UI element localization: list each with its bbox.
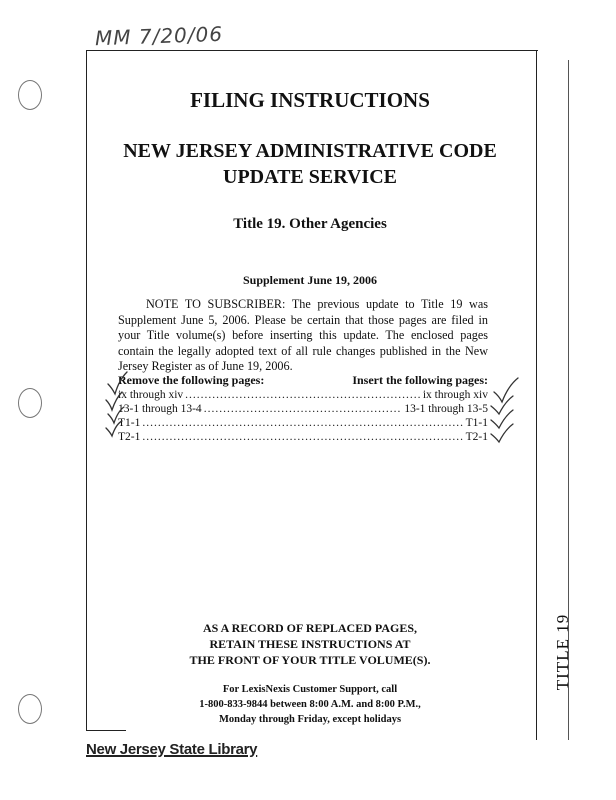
remove-pages-cell: T2-1 <box>118 431 141 443</box>
insert-pages-cell: ix through xiv <box>422 389 488 401</box>
punch-hole-middle <box>18 388 42 418</box>
punch-hole-bottom <box>18 694 42 724</box>
title-tab-label: TITLE 19 <box>553 613 572 691</box>
handwritten-initials-date: MM 7/20/06 <box>94 21 224 51</box>
table-row <box>118 430 488 444</box>
record-instructions <box>150 620 470 668</box>
dot-leader <box>142 430 463 444</box>
support-line-2: 1-800-833-9844 between 8:00 A.M. and 8:00 P.M., <box>199 699 421 710</box>
remove-pages-header: Remove the following pages: <box>118 373 265 387</box>
check-mark-icon <box>494 378 518 402</box>
record-line-1: AS A RECORD OF REPLACED PAGES, <box>202 621 418 635</box>
insert-pages-cell: T2-1 <box>465 431 488 443</box>
support-line-3: Monday through Friday, except holidays <box>218 714 402 725</box>
record-line-3: THE FRONT OF YOUR TITLE VOLUME(S). <box>189 653 431 667</box>
subtitle-line-1: NEW JERSEY ADMINISTRATIVE CODE <box>123 140 497 162</box>
document-subtitle <box>90 138 530 190</box>
check-mark-icon <box>491 424 513 442</box>
table-row <box>118 402 488 416</box>
table-row <box>118 416 488 430</box>
note-to-subscriber: NOTE TO SUBSCRIBER: The previous update to Title 19 was Supplement June 5, 2006. Please be certain that those pages are filed in your Title volume(s) before inserting this update. The enclosed pages contain the legally adopted text of all rule changes published in the New Jersey Register as of June 19, 2006. <box>118 297 488 373</box>
customer-support-info <box>150 682 470 727</box>
page-border-bottom <box>86 730 126 731</box>
support-line-1: For LexisNexis Customer Support, call <box>222 684 398 695</box>
punch-hole-top <box>18 80 42 110</box>
library-stamp: New Jersey State Library <box>86 741 258 758</box>
insert-pages-header: Insert the following pages: <box>352 373 488 387</box>
check-mark-icon <box>491 396 513 414</box>
pages-column-headers <box>118 373 488 388</box>
table-row <box>118 388 488 402</box>
insert-pages-cell: T1-1 <box>465 417 488 429</box>
check-mark-icon <box>491 410 513 428</box>
remove-pages-cell: ix through xiv <box>118 389 184 401</box>
dot-leader <box>204 402 403 416</box>
remove-pages-cell: 13-1 through 13-4 <box>118 403 202 415</box>
supplement-date: Supplement June 19, 2006 <box>242 273 378 287</box>
title-section-heading: Title 19. Other Agencies <box>233 216 387 232</box>
filing-instructions-heading: FILING INSTRUCTIONS <box>190 88 430 112</box>
page-border-top <box>86 50 538 51</box>
subtitle-line-2: UPDATE SERVICE <box>223 166 397 188</box>
insert-pages-cell: 13-1 through 13-5 <box>404 403 488 415</box>
record-line-2: RETAIN THESE INSTRUCTIONS AT <box>209 637 411 651</box>
page-border-left <box>86 50 87 730</box>
remove-pages-cell: T1-1 <box>118 417 141 429</box>
dot-leader <box>142 416 463 430</box>
dot-leader <box>185 388 421 402</box>
pages-table <box>118 388 488 444</box>
page-border-right <box>536 50 537 740</box>
